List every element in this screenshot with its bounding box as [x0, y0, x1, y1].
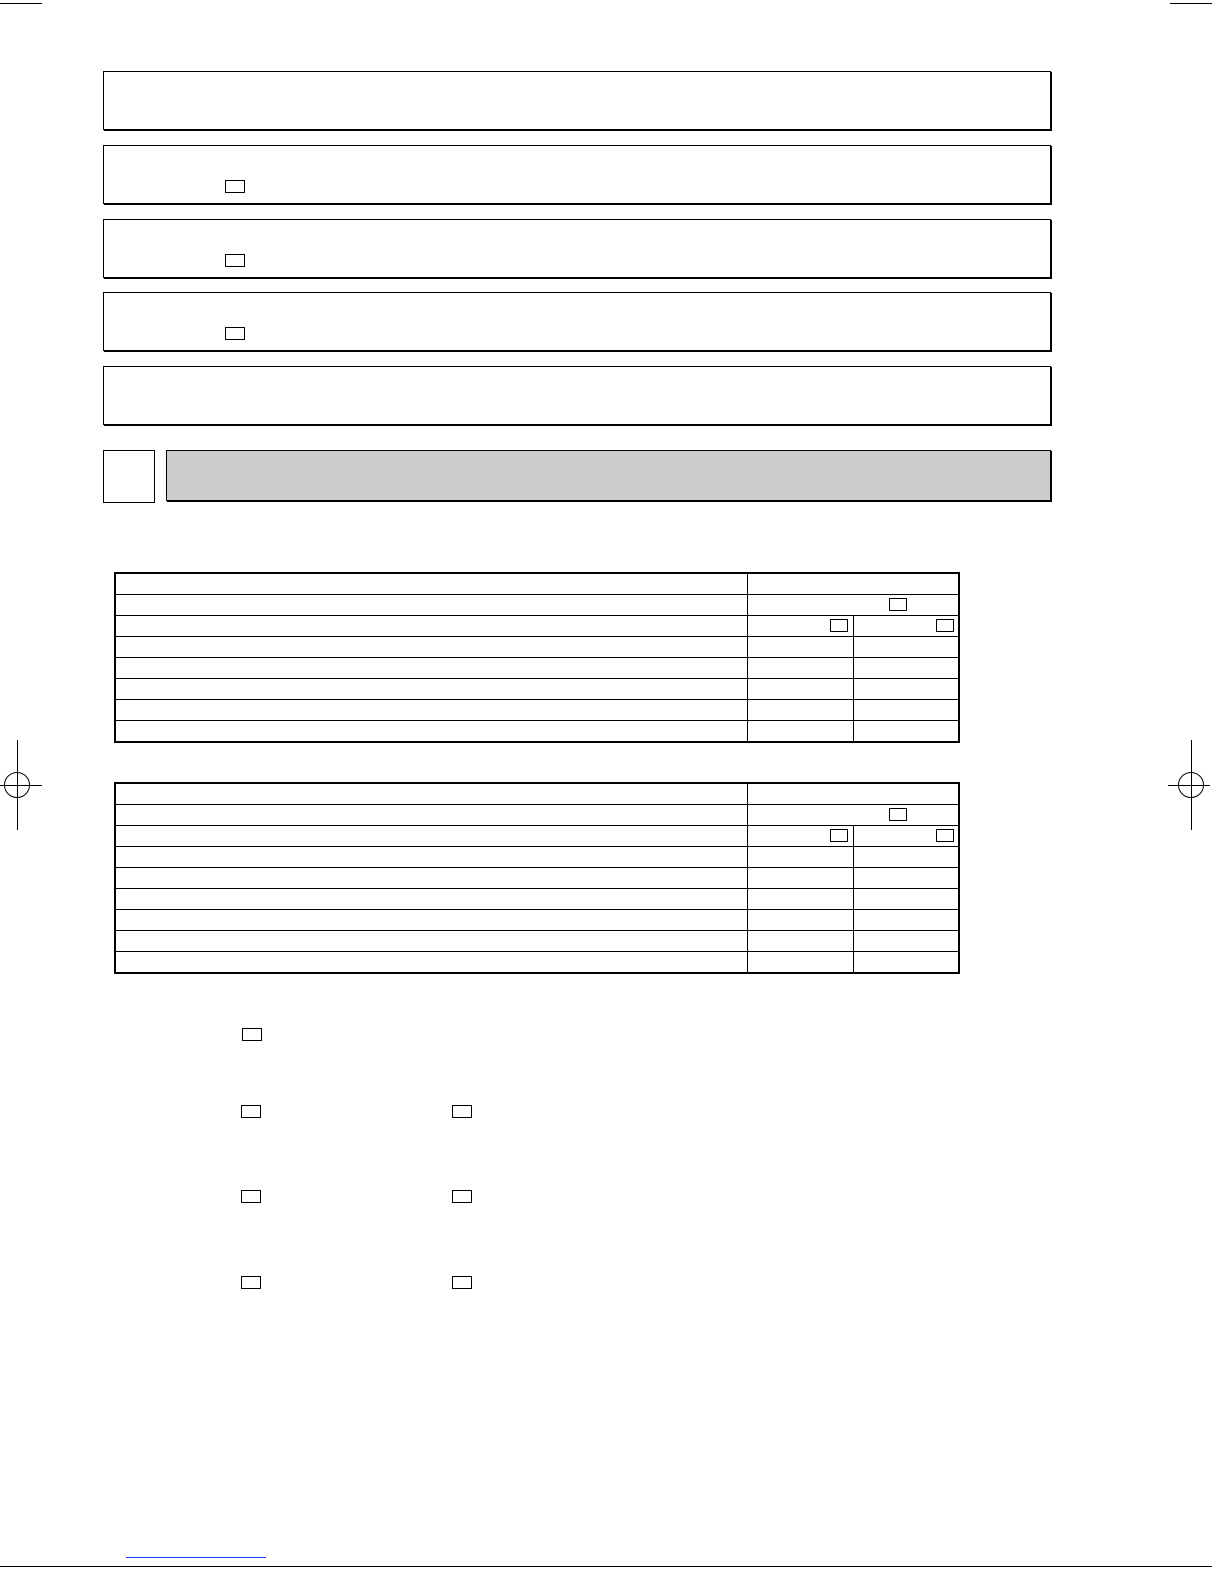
spec-table-1	[114, 572, 960, 743]
reference-box	[936, 619, 954, 632]
spec-table-2	[114, 782, 960, 974]
table-row	[115, 931, 959, 952]
reference-box	[889, 598, 907, 611]
table-row	[115, 783, 959, 805]
reference-box	[452, 1105, 472, 1118]
notice-box-5	[103, 366, 1051, 425]
reference-box	[225, 180, 245, 193]
section-title-bar	[166, 450, 1051, 501]
section-number-box	[103, 450, 155, 503]
reference-box	[889, 808, 907, 821]
table-row	[115, 721, 959, 743]
table-row	[115, 847, 959, 868]
table-row	[115, 805, 959, 826]
table-row	[115, 826, 959, 847]
footer-rule	[0, 1566, 1212, 1567]
notice-box-2	[103, 145, 1051, 204]
crop-mark-top-right	[1170, 3, 1212, 4]
crop-mark-top-left	[0, 3, 42, 4]
reference-box	[241, 1105, 261, 1118]
notice-box-3	[103, 219, 1051, 278]
table-row	[115, 679, 959, 700]
reference-box	[241, 1276, 261, 1289]
reference-box	[452, 1190, 472, 1203]
table-row	[115, 595, 959, 616]
table-row	[115, 658, 959, 679]
reference-box	[830, 829, 848, 842]
notice-box-1	[103, 71, 1051, 130]
reference-box	[225, 254, 245, 267]
reference-box	[936, 829, 954, 842]
reference-box	[242, 1028, 262, 1041]
reference-box	[452, 1276, 472, 1289]
notice-box-4	[103, 292, 1051, 351]
footer-link-underline[interactable]	[126, 1557, 266, 1558]
table-row	[115, 889, 959, 910]
registration-circle-right	[1178, 772, 1204, 798]
reference-box	[241, 1190, 261, 1203]
table-row	[115, 910, 959, 931]
table-row	[115, 616, 959, 637]
table-row	[115, 952, 959, 974]
reference-box	[830, 619, 848, 632]
table-row	[115, 700, 959, 721]
table-row	[115, 868, 959, 889]
registration-circle-left	[4, 772, 30, 798]
table-row	[115, 573, 959, 595]
table-row	[115, 637, 959, 658]
reference-box	[225, 327, 245, 340]
